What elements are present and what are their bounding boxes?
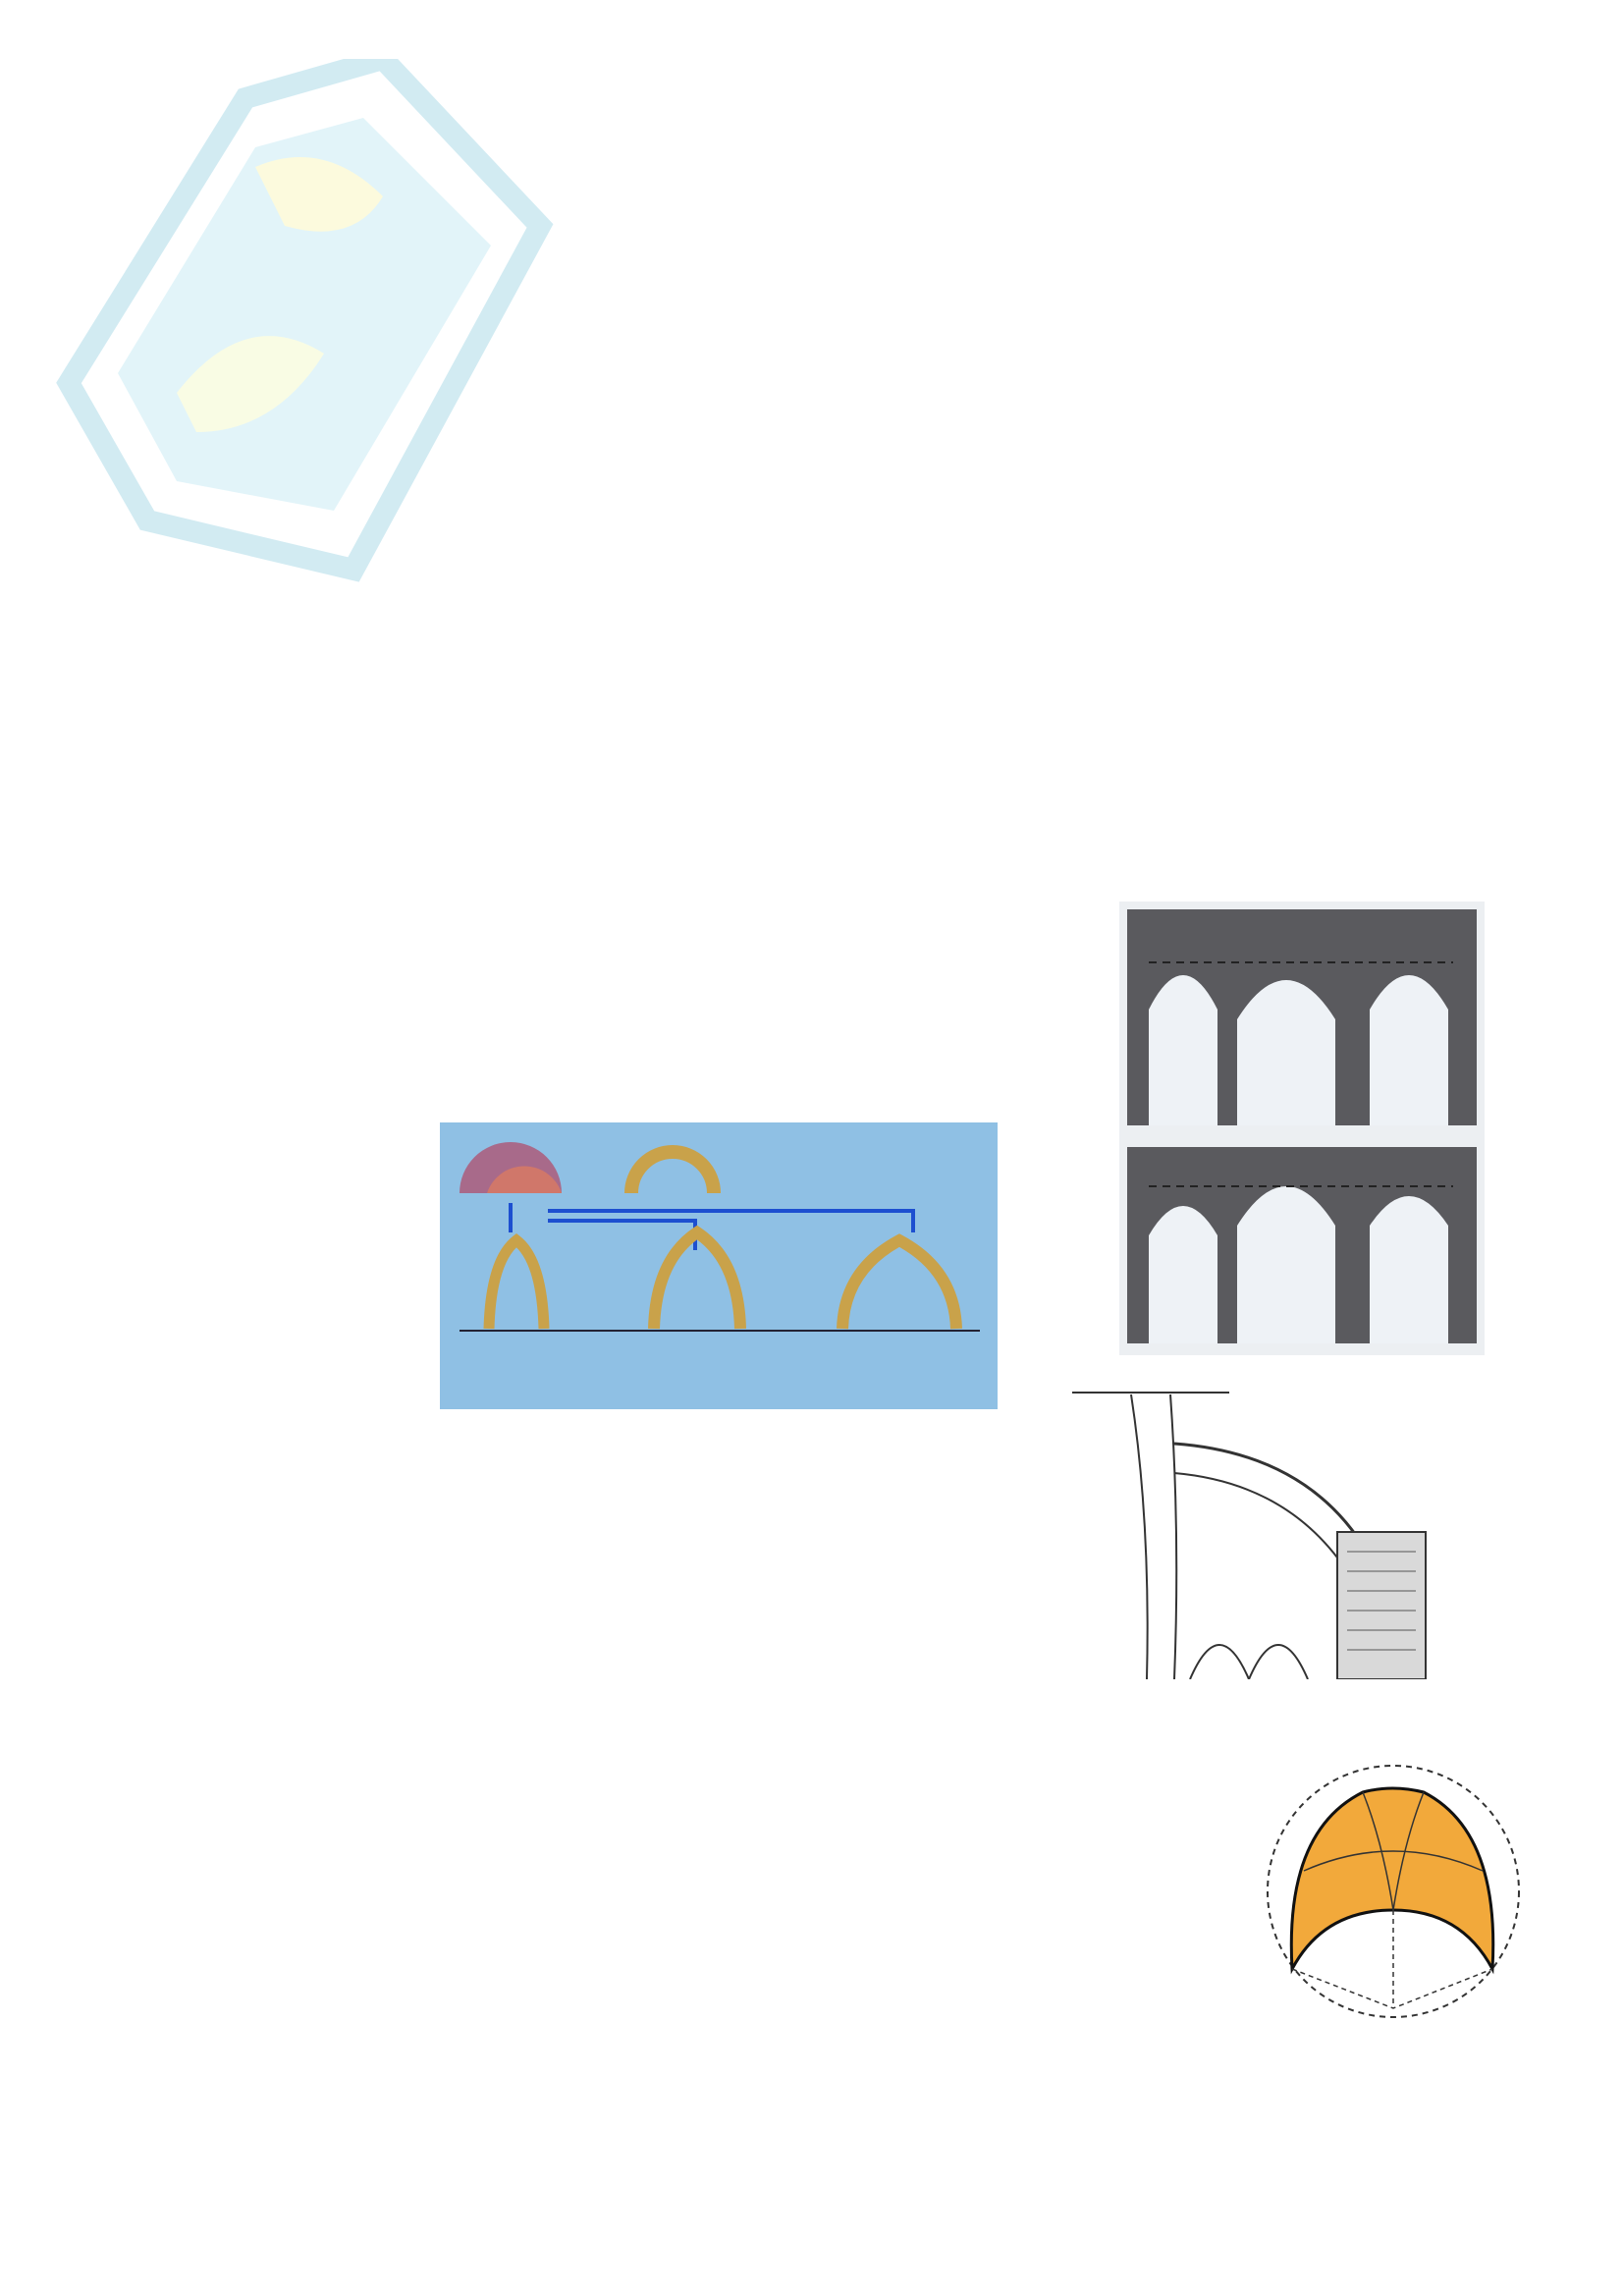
volta-a-vela-drawing bbox=[1265, 1763, 1522, 2020]
pointed-arch-photo bbox=[1119, 902, 1485, 1355]
flying-buttress-drawing bbox=[1072, 1385, 1445, 1679]
watermark-shield-icon bbox=[29, 59, 579, 609]
watermark-logo bbox=[29, 59, 579, 609]
arch-types-diagram bbox=[440, 1122, 998, 1409]
